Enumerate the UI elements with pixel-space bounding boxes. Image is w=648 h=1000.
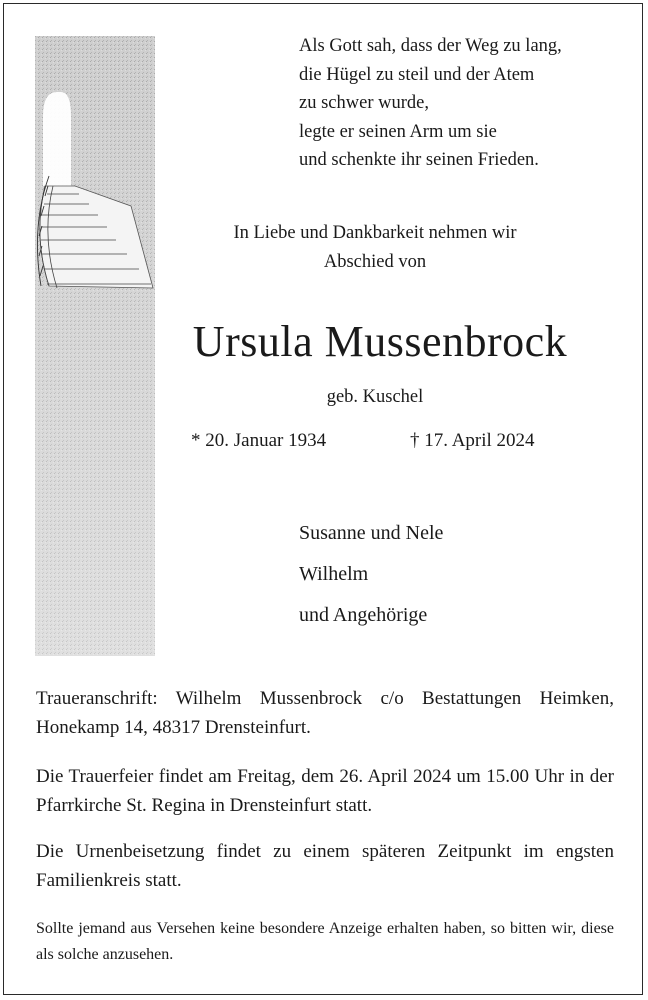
maiden-name: geb. Kuschel — [326, 387, 424, 407]
mourner-name: Wilhelm — [299, 563, 369, 585]
poem-line: zu schwer wurde, — [299, 93, 429, 113]
birth-date: * 20. Januar 1934 — [191, 430, 327, 451]
death-date: † 17. April 2024 — [410, 430, 535, 451]
poem-line: und schenkte ihr seinen Frieden. — [299, 150, 539, 170]
intro-line: Abschied von — [323, 252, 427, 272]
deceased-name: Ursula Mussenbrock — [192, 317, 568, 366]
poem — [299, 32, 562, 175]
poem-line: legte er seinen Arm um sie — [299, 121, 497, 142]
mourners-list — [299, 513, 443, 636]
intro-line: In Liebe und Dankbarkeit nehmen wir — [233, 223, 517, 243]
urn-burial-info: Die Urnenbeisetzung findet zu einem späteren Zeitpunkt im engsten Familienkreis statt. — [36, 841, 614, 891]
funeral-service-info: Die Trauerfeier findet am Freitag, dem 26. April 2024 um 15.00 Uhr in der Pfarrkirche St. Regina in Drensteinfurt statt. — [36, 766, 614, 816]
poem-line: Als Gott sah, dass der Weg zu lang, — [299, 36, 562, 56]
closing-note: Sollte jemand aus Versehen keine besondere Anzeige erhalten haben, so bitten wir, diese als solche anzusehen. — [36, 920, 614, 963]
mourning-address: Traueranschrift: Wilhelm Mussenbrock c/o Bestattungen Heimken, Honekamp 14, 48317 Drensteinfurt. — [36, 688, 614, 738]
mourner-name: und Angehörige — [299, 604, 428, 626]
farewell-intro — [150, 219, 600, 277]
poem-line: die Hügel zu steil und der Atem — [299, 64, 535, 85]
mourner-name: Susanne und Nele — [299, 522, 444, 544]
